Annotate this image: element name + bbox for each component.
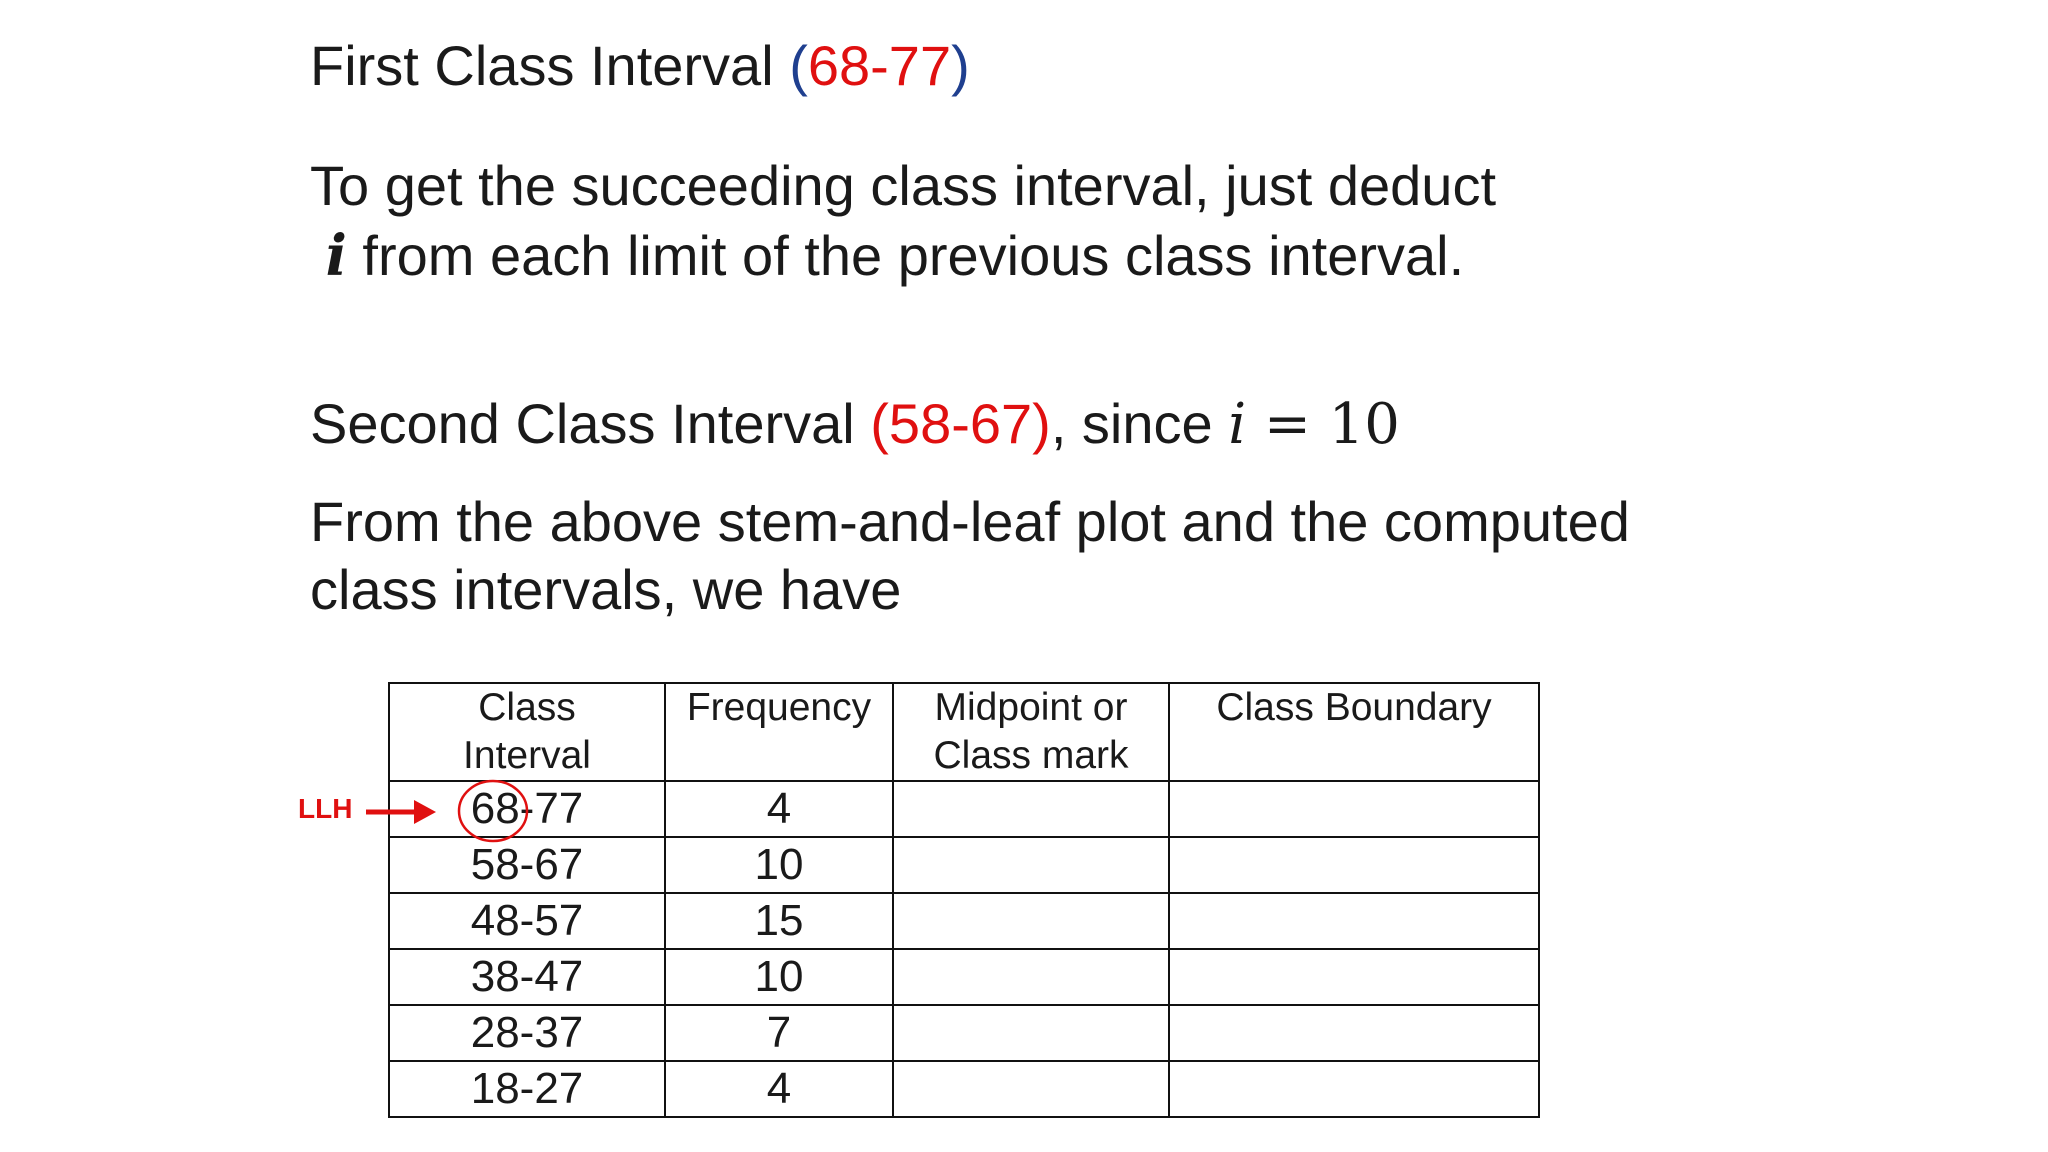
heading-text: Second Class Interval <box>310 392 871 455</box>
header-midpoint-line2: Class mark <box>933 734 1129 777</box>
header-class-interval-line2: Interval <box>463 734 591 777</box>
instruction-line-2-text: from each limit of the previous class interval. <box>346 224 1465 287</box>
cell-interval: 68-77 <box>389 781 665 837</box>
cell-frequency: 15 <box>665 893 893 949</box>
cell-frequency: 10 <box>665 949 893 1005</box>
header-midpoint-line1: Midpoint or <box>934 686 1128 729</box>
second-interval-value: (58-67) <box>870 392 1051 455</box>
llh-label: LLH <box>298 793 353 824</box>
cell-frequency: 7 <box>665 1005 893 1061</box>
header-class-boundary: Class Boundary <box>1169 683 1539 781</box>
header-class-interval-line1: Class <box>478 686 576 729</box>
cell-interval: 48-57 <box>389 893 665 949</box>
llh-arrow <box>366 800 436 824</box>
cell-interval: 38-47 <box>389 949 665 1005</box>
open-paren: ( <box>789 34 808 97</box>
heading-text: First Class Interval <box>310 34 790 97</box>
cell-frequency: 4 <box>665 1061 893 1117</box>
summary-line-2: class intervals, we have <box>310 558 902 621</box>
cell-interval: 28-37 <box>389 1005 665 1061</box>
header-frequency: Frequency <box>665 683 893 781</box>
variable-i: i <box>325 223 347 289</box>
instruction-line-1: To get the succeeding class interval, just deduct <box>310 154 1497 217</box>
equals-ten: = 10 <box>1246 392 1400 457</box>
variable-i: i <box>1228 392 1247 457</box>
cell-frequency: 4 <box>665 781 893 837</box>
cell-frequency: 10 <box>665 837 893 893</box>
cell-interval: 18-27 <box>389 1061 665 1117</box>
first-interval-value: 68-77 <box>807 34 952 97</box>
since-text: , since <box>1050 392 1229 455</box>
arrow-head <box>414 800 436 824</box>
llh-circle <box>459 781 527 841</box>
close-paren: ) <box>951 34 970 97</box>
cell-interval: 58-67 <box>389 837 665 893</box>
summary-line-1: From the above stem-and-leaf plot and the computed <box>310 490 1630 553</box>
